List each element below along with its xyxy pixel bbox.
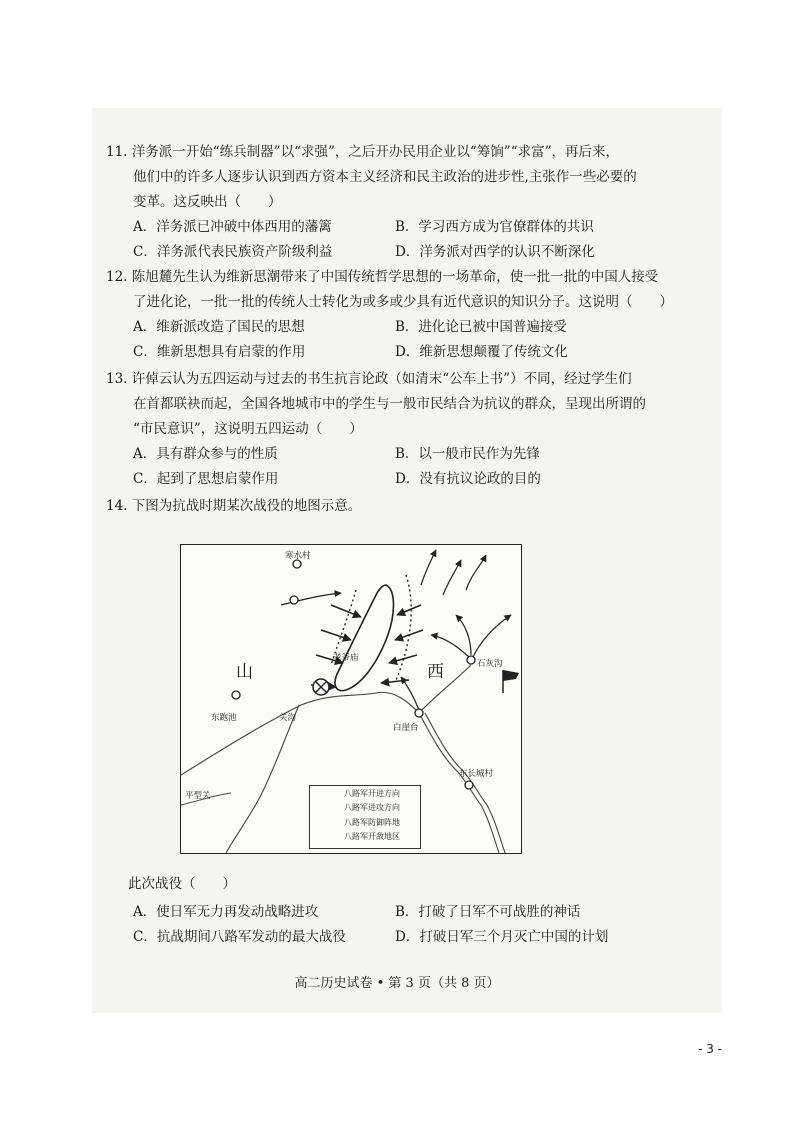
question-11 — [106, 140, 637, 215]
question-number: 13. — [106, 371, 128, 387]
road-line — [419, 713, 499, 853]
option-c: C．抗战期间八路军发动的最大战役 — [133, 929, 346, 945]
option-d: D．洋务派对西学的认识不断深化 — [395, 244, 595, 260]
defense-line — [396, 575, 411, 680]
road-line — [181, 692, 419, 775]
question-number: 12. — [106, 269, 128, 285]
battle-map — [180, 544, 522, 854]
question-text-line: 了进化论，一批一批的传统人士转化为或多或少具有近代意识的知识分子。这说明（ ） — [133, 294, 673, 310]
legend-item: 八路军开进方向 — [344, 789, 400, 798]
place-label: 石灰沟 — [477, 659, 503, 669]
legend-item: 八路军开敌地区 — [344, 832, 400, 841]
place-label: 关沟 — [279, 713, 297, 723]
region-label: 山 — [236, 662, 253, 682]
options-14 — [133, 900, 653, 950]
question-number: 14. — [106, 498, 128, 514]
option-a: A．使日军无力再发动战略进攻 — [133, 904, 319, 920]
map-legend — [309, 785, 421, 849]
page-number: - 3 - — [698, 1042, 722, 1056]
question-14 — [106, 494, 361, 519]
question-text-line: 在首都联袂而起，全国各地城市中的学生与一般市民结合为抗议的群众，呈现出所谓的 — [133, 396, 646, 412]
options-11 — [133, 215, 653, 265]
road-line — [226, 705, 299, 853]
place-label: 寒水村 — [285, 551, 311, 561]
flag-icon — [503, 670, 519, 693]
option-c: C．洋务派代表民族资产阶级利益 — [133, 244, 333, 260]
option-b: B．以一般市民作为先锋 — [395, 446, 540, 462]
question-text-line: “市民意识”，这说明五四运动（ ） — [133, 421, 363, 437]
question-12 — [106, 265, 673, 315]
place-label: 白崖台 — [393, 723, 419, 733]
place-label: 平型关 — [185, 791, 211, 801]
question-number: 11. — [106, 144, 128, 160]
options-12 — [133, 315, 653, 365]
option-d: D．没有抗议论政的目的 — [395, 471, 541, 487]
region-label: 西 — [427, 662, 444, 682]
question-text-line: 洋务派一开始“练兵制器”以“求强”，之后开办民用企业以“筹饷”“求富”，再后来， — [131, 144, 619, 160]
question-14-stem — [128, 872, 236, 897]
place-label: 东跑池 — [211, 713, 237, 723]
legend-item: 八路军防御阵地 — [344, 818, 400, 827]
question-stem: 此次战役（ ） — [128, 876, 236, 892]
place-label: 老爷庙 — [333, 653, 359, 663]
option-b: B．学习西方成为官僚群体的共识 — [395, 219, 594, 235]
defeated-area-symbol — [313, 679, 329, 695]
question-text-line: 变革。这反映出（ ） — [133, 194, 282, 210]
legend-item: 八路军进攻方向 — [344, 803, 400, 812]
question-13 — [106, 367, 646, 442]
page-footer: 高二历史试卷 • 第 3 页（共 8 页） — [294, 976, 500, 991]
question-text-line: 下图为抗战时期某次战役的地图示意。 — [131, 498, 362, 514]
option-a: A．洋务派已冲破中体西用的藩篱 — [133, 219, 332, 235]
place-label: 东长城村 — [459, 769, 494, 779]
question-text-line: 许倬云认为五四运动与过去的书生抗言论政（如清末“公车上书”）不同，经过学生们 — [131, 371, 632, 387]
option-a: A．维新派改造了国民的思想 — [133, 319, 305, 335]
option-c: C．起到了思想启蒙作用 — [133, 471, 279, 487]
options-13 — [133, 442, 653, 492]
option-b: B．进化论已被中国普遍接受 — [395, 319, 567, 335]
option-d: D．维新思想颠覆了传统文化 — [395, 344, 568, 360]
question-text-line: 陈旭麓先生认为维新思潮带来了中国传统哲学思想的一场革命，使一批一批的中国人接受 — [131, 269, 659, 285]
option-b: B．打破了日军不可战胜的神话 — [395, 904, 581, 920]
option-c: C．维新思想具有启蒙的作用 — [133, 344, 306, 360]
question-text-line: 他们中的许多人逐步认识到西方资本主义经济和民主政治的进步性,主张作一些必要的 — [133, 169, 637, 185]
option-a: A．具有群众参与的性质 — [133, 446, 278, 462]
option-d: D．打破日军三个月灭亡中国的计划 — [395, 929, 609, 945]
